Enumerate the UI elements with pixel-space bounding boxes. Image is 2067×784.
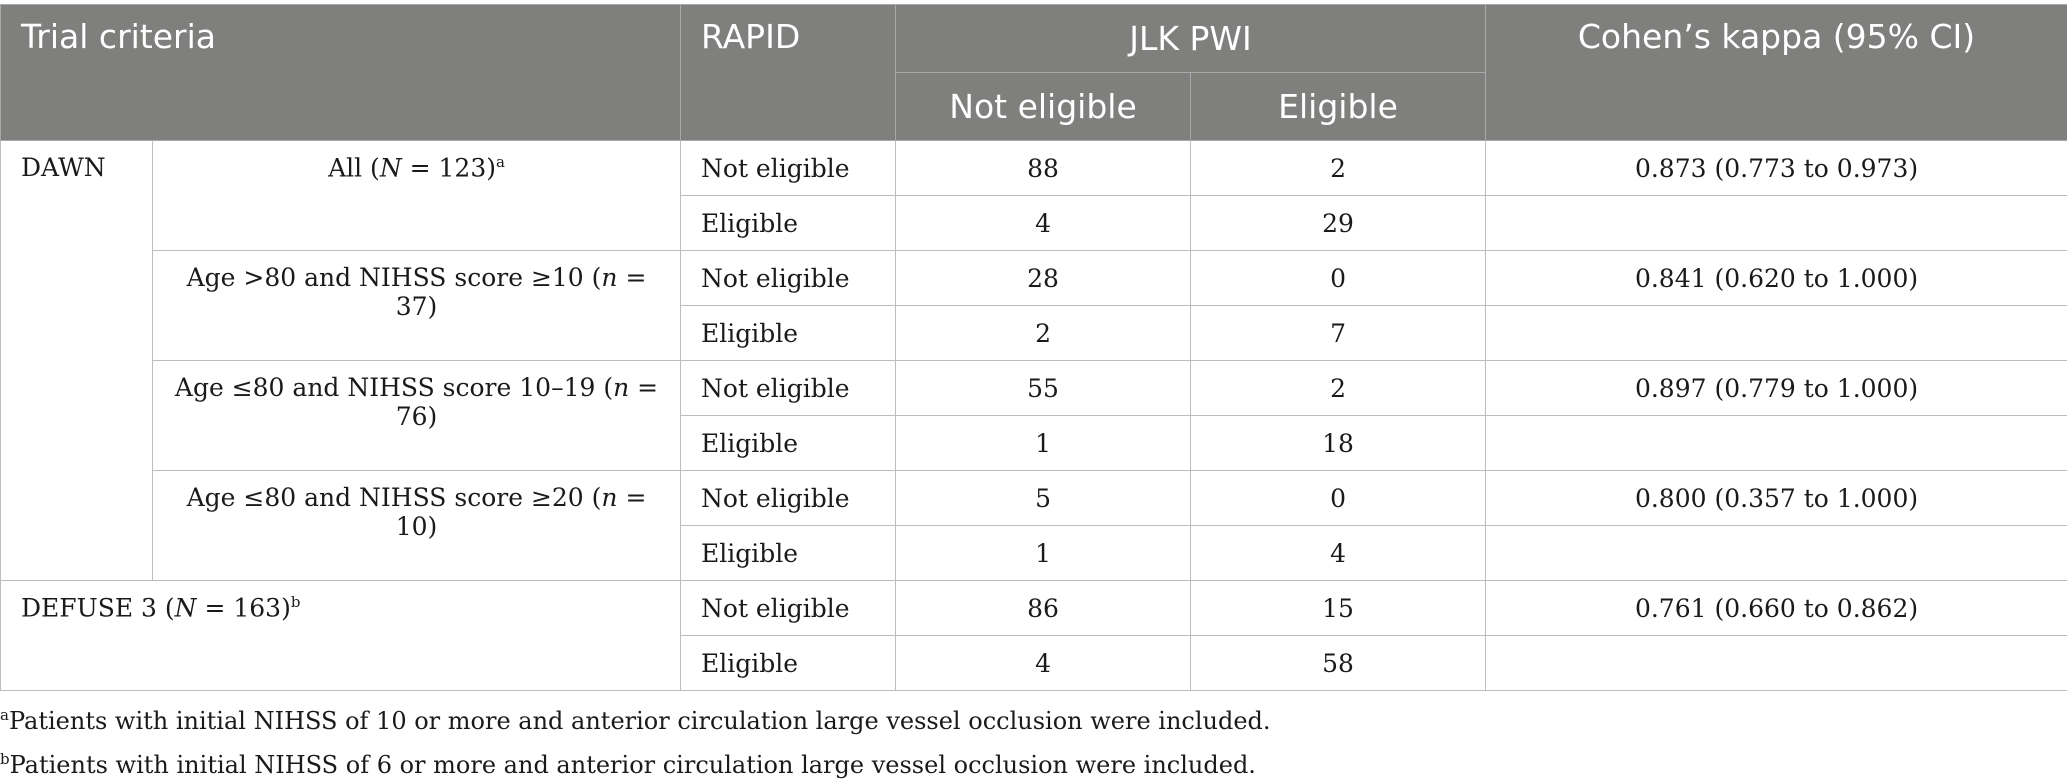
- kappa-cell: 0.841 (0.620 to 1.000): [1486, 251, 2067, 306]
- table-row: [1, 251, 2067, 306]
- not-eligible-count: 1: [896, 416, 1191, 471]
- kappa-cell: [1486, 526, 2067, 581]
- kappa-cell: 0.873 (0.773 to 0.973): [1486, 141, 2067, 196]
- not-eligible-count: 88: [896, 141, 1191, 196]
- not-eligible-count: 5: [896, 471, 1191, 526]
- eligible-count: 18: [1191, 416, 1486, 471]
- eligible-count: 2: [1191, 361, 1486, 416]
- results-table: [0, 4, 2067, 691]
- header-jlk-pwi: JLK PWI: [896, 5, 1486, 73]
- subgroup-label: Age ≤80 and NIHSS score ≥20 (n = 10): [153, 471, 681, 581]
- eligible-count: 58: [1191, 636, 1486, 691]
- dawn-label: DAWN: [1, 141, 153, 581]
- footnote-b: $^b$Patients with initial NIHSS of 6 or more and anterior circulation large vessel occlusion were included.: [0, 740, 1271, 784]
- eligible-count: 0: [1191, 251, 1486, 306]
- not-eligible-count: 4: [896, 196, 1191, 251]
- not-eligible-count: 4: [896, 636, 1191, 691]
- rapid-cell: Not eligible: [681, 581, 896, 636]
- footnote-a: $^a$Patients with initial NIHSS of 10 or more and anterior circulation large vessel occlusion were included.: [0, 696, 1271, 740]
- kappa-cell: [1486, 306, 2067, 361]
- rapid-cell: Eligible: [681, 526, 896, 581]
- header-rapid: RAPID: [681, 5, 896, 141]
- header-eligible: Eligible: [1191, 73, 1486, 141]
- not-eligible-count: 86: [896, 581, 1191, 636]
- rapid-cell: Eligible: [681, 196, 896, 251]
- table-row: [1, 141, 2067, 196]
- defuse-label: DEFUSE 3 (N = 163)$^b$: [1, 581, 681, 691]
- rapid-cell: Eligible: [681, 416, 896, 471]
- kappa-cell: [1486, 196, 2067, 251]
- header-kappa: Cohen’s kappa (95% CI): [1486, 5, 2067, 141]
- not-eligible-count: 1: [896, 526, 1191, 581]
- eligible-count: 4: [1191, 526, 1486, 581]
- rapid-cell: Eligible: [681, 636, 896, 691]
- subgroup-label: Age ≤80 and NIHSS score 10–19 (n = 76): [153, 361, 681, 471]
- rapid-cell: Not eligible: [681, 361, 896, 416]
- table-row: [1, 471, 2067, 526]
- rapid-cell: Not eligible: [681, 471, 896, 526]
- eligible-count: 7: [1191, 306, 1486, 361]
- footnotes: [0, 696, 1271, 784]
- kappa-cell: 0.897 (0.779 to 1.000): [1486, 361, 2067, 416]
- kappa-cell: 0.800 (0.357 to 1.000): [1486, 471, 2067, 526]
- rapid-cell: Eligible: [681, 306, 896, 361]
- not-eligible-count: 55: [896, 361, 1191, 416]
- rapid-cell: Not eligible: [681, 251, 896, 306]
- rapid-cell: Not eligible: [681, 141, 896, 196]
- results-table-wrapper: [0, 4, 2067, 691]
- kappa-cell: [1486, 416, 2067, 471]
- eligible-count: 15: [1191, 581, 1486, 636]
- subgroup-label: All (N = 123)$^a$: [153, 141, 681, 251]
- subgroup-label: Age >80 and NIHSS score ≥10 (n = 37): [153, 251, 681, 361]
- header-row-1: [1, 5, 2067, 73]
- kappa-cell: 0.761 (0.660 to 0.862): [1486, 581, 2067, 636]
- eligible-count: 0: [1191, 471, 1486, 526]
- header-trial-criteria: Trial criteria: [1, 5, 681, 141]
- table-row: [1, 581, 2067, 636]
- eligible-count: 2: [1191, 141, 1486, 196]
- eligible-count: 29: [1191, 196, 1486, 251]
- table-row: [1, 361, 2067, 416]
- kappa-cell: [1486, 636, 2067, 691]
- header-not-eligible: Not eligible: [896, 73, 1191, 141]
- not-eligible-count: 28: [896, 251, 1191, 306]
- not-eligible-count: 2: [896, 306, 1191, 361]
